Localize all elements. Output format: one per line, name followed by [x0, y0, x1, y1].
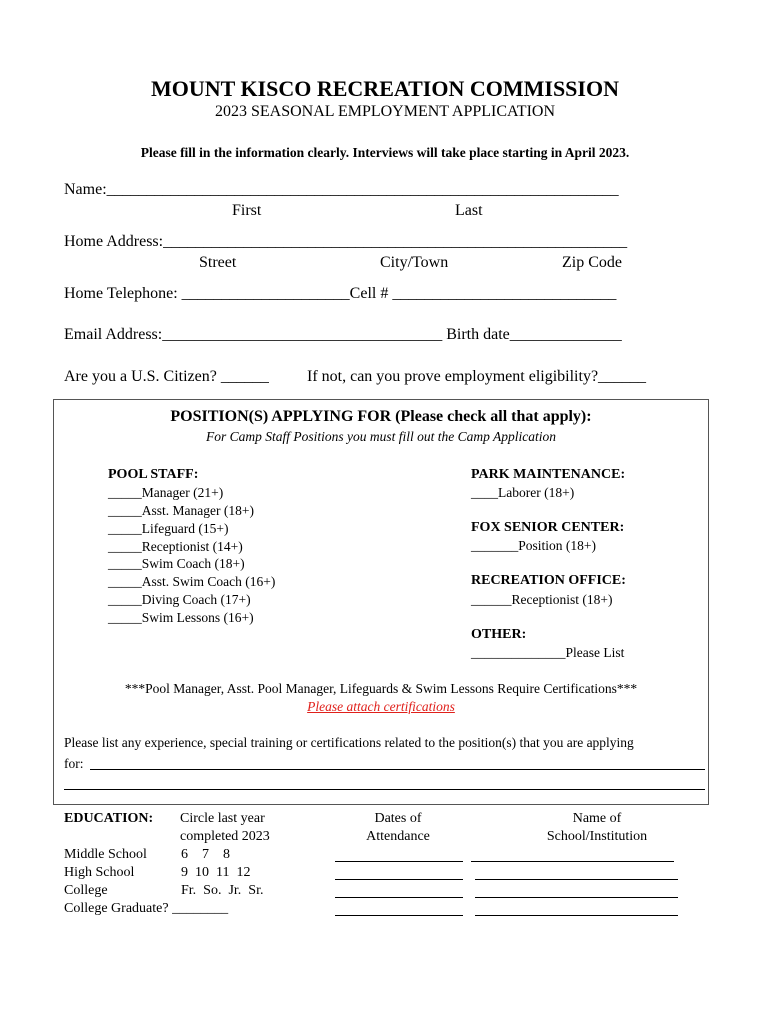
- experience-input-line-1[interactable]: [90, 769, 705, 770]
- middle-school-grades[interactable]: 6 7 8: [181, 847, 230, 862]
- address-zip-caption: Zip Code: [562, 254, 622, 271]
- pool-item-asst-manager[interactable]: _____Asst. Manager (18+): [108, 503, 254, 518]
- name-first-caption: First: [232, 202, 262, 219]
- eligibility-field[interactable]: If not, can you prove employment eligibility?______: [307, 368, 647, 385]
- rec-office-heading: RECREATION OFFICE:: [471, 573, 626, 588]
- middle-school-dates-line[interactable]: [335, 861, 463, 862]
- high-school-grades[interactable]: 9 10 11 12: [181, 865, 251, 880]
- pool-item-lifeguard[interactable]: _____Lifeguard (15+): [108, 521, 229, 536]
- address-city-caption: City/Town: [380, 254, 449, 271]
- college-graduate-field[interactable]: College Graduate? ________: [64, 901, 229, 916]
- park-heading: PARK MAINTENANCE:: [471, 467, 626, 482]
- pool-item-swim-lessons[interactable]: _____Swim Lessons (16+): [108, 610, 254, 625]
- phone-field[interactable]: Home Telephone: _____________________Cell # ____________________________: [64, 285, 617, 302]
- pool-staff-heading: POOL STAFF:: [108, 467, 199, 482]
- email-field[interactable]: Email Address:___________________________________ Birth date______________: [64, 326, 622, 343]
- pool-item-asst-swim-coach[interactable]: _____Asst. Swim Coach (16+): [108, 574, 276, 589]
- high-school-dates-line[interactable]: [335, 879, 463, 880]
- college-name-line[interactable]: [475, 897, 678, 898]
- address-street-caption: Street: [199, 254, 237, 271]
- address-field[interactable]: Home Address:__________________________________________________________: [64, 233, 628, 250]
- senior-item-position[interactable]: _______Position (18+): [471, 538, 596, 553]
- graduate-dates-line[interactable]: [335, 915, 463, 916]
- education-heading: EDUCATION:: [64, 811, 154, 826]
- experience-prompt: Please list any experience, special training or certifications related to the position(s) that you are applying: [64, 735, 634, 750]
- page-title: MOUNT KISCO RECREATION COMMISSION: [151, 76, 619, 101]
- circle-caption-1: Circle last year: [180, 811, 265, 826]
- name-field[interactable]: Name:________________________________________________________________: [64, 181, 619, 198]
- experience-for-label: for:: [64, 756, 84, 771]
- pool-item-swim-coach[interactable]: _____Swim Coach (18+): [108, 556, 245, 571]
- other-heading: OTHER:: [471, 627, 527, 642]
- dates-caption-1: Dates of: [374, 811, 422, 826]
- middle-school-name-line[interactable]: [471, 861, 674, 862]
- page-subtitle: 2023 SEASONAL EMPLOYMENT APPLICATION: [214, 103, 556, 120]
- circle-caption-2: completed 2023: [180, 829, 270, 844]
- senior-heading: FOX SENIOR CENTER:: [471, 520, 625, 535]
- school-caption-1: Name of: [572, 811, 622, 826]
- citizen-field[interactable]: Are you a U.S. Citizen? ______: [64, 368, 269, 385]
- high-school-name-line[interactable]: [475, 879, 678, 880]
- graduate-name-line[interactable]: [475, 915, 678, 916]
- camp-note: For Camp Staff Positions you must fill out the Camp Application: [205, 429, 556, 444]
- park-item-laborer[interactable]: ____Laborer (18+): [471, 485, 575, 500]
- dates-caption-2: Attendance: [366, 829, 430, 844]
- instructions: Please fill in the information clearly. Interviews will take place starting in April 2023.: [140, 145, 630, 160]
- attach-certifications-link[interactable]: Please attach certifications: [307, 699, 455, 714]
- pool-item-diving-coach[interactable]: _____Diving Coach (17+): [108, 592, 251, 607]
- high-school-label: High School: [64, 865, 135, 880]
- college-grades[interactable]: Fr. So. Jr. Sr.: [181, 883, 264, 898]
- other-item[interactable]: ______________Please List: [471, 645, 625, 660]
- school-caption-2: School/Institution: [546, 829, 648, 844]
- college-label: College: [64, 883, 108, 898]
- positions-heading: POSITION(S) APPLYING FOR (Please check all that apply):: [170, 408, 592, 425]
- middle-school-label: Middle School: [64, 847, 147, 862]
- college-dates-line[interactable]: [335, 897, 463, 898]
- pool-item-receptionist[interactable]: _____Receptionist (14+): [108, 539, 243, 554]
- pool-item-manager[interactable]: _____Manager (21+): [108, 485, 224, 500]
- certification-note: ***Pool Manager, Asst. Pool Manager, Lifeguards & Swim Lessons Require Certifications***: [124, 681, 638, 696]
- name-last-caption: Last: [455, 202, 483, 219]
- rec-item-receptionist[interactable]: ______Receptionist (18+): [471, 592, 613, 607]
- experience-input-line-2[interactable]: [64, 789, 705, 790]
